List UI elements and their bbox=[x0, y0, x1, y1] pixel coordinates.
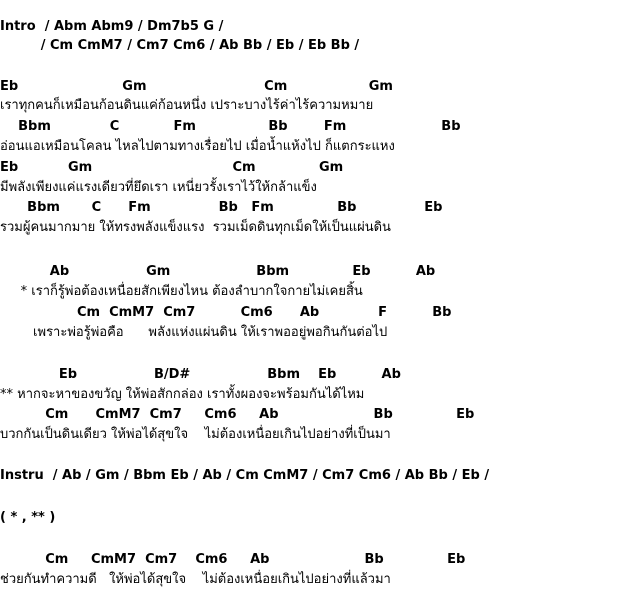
chord-line: Cm CmM7 Cm7 Cm6 Ab Bb Eb bbox=[0, 407, 475, 422]
lyric-line: เราทุกคนก็เหมือนก้อนดินแค่ก้อนหนึ่ง เปราะบางไร้ค่าไร้ความหมาย bbox=[0, 98, 374, 113]
intro-line-continued: / Cm CmM7 / Cm7 Cm6 / Ab Bb / Eb / Eb Bb / bbox=[0, 38, 360, 53]
instru-line: Instru / Ab / Gm / Bbm Eb / Ab / Cm CmM7 / Cm7 Cm6 / Ab Bb / Eb / bbox=[0, 468, 490, 483]
lyric-line: อ่อนแอเหมือนโคลน ไหลไปตามทางเรื่อยไป เมื่อน้ำแห้งไป ก็แตกระแหง bbox=[0, 139, 395, 154]
lyric-line-chorus-a: * เราก็รู้พ่อต้องเหนื่อยสักเพียงไหน ต้องลำบากใจกายไม่เคยสิ้น bbox=[0, 284, 363, 299]
chord-line: Eb Gm Cm Gm bbox=[0, 160, 344, 175]
intro-line: Intro / Abm Abm9 / Dm7b5 G / bbox=[0, 19, 224, 34]
chord-line: Cm CmM7 Cm7 Cm6 Ab Bb Eb bbox=[0, 552, 466, 567]
repeat-marker: ( * , ** ) bbox=[0, 510, 56, 525]
lyric-line: เพราะพ่อรู้พ่อคือ พลังแห่งแผ่นดิน ให้เราพออยู่พอกินกันต่อไป bbox=[0, 325, 388, 340]
lyric-line: ช่วยกันทำความดี ให้พ่อได้สุขใจ ไม่ต้องเหนื่อยเกินไปอย่างที่แล้วมา bbox=[0, 572, 391, 587]
lyric-line: บวกกันเป็นดินเดียว ให้พ่อได้สุขใจ ไม่ต้องเหนื่อยเกินไปอย่างที่เป็นมา bbox=[0, 427, 391, 442]
lyric-line-chorus-b: ** หากจะหาของขวัญ ให้พ่อสักกล่อง เราทั้งผองจะพร้อมกันได้ไหม bbox=[0, 387, 365, 402]
lyric-line: มีพลังเพียงแค่แรงเดียวที่ยึดเรา เหนี่ยวรั้งเราไว้ให้กล้าแข็ง bbox=[0, 180, 317, 195]
chord-line: Eb Gm Cm Gm bbox=[0, 79, 393, 94]
chord-line: Ab Gm Bbm Eb Ab bbox=[0, 264, 436, 279]
chord-line: Bbm C Fm Bb Fm Bb bbox=[0, 119, 461, 134]
lyric-line: รวมผู้คนมากมาย ให้ทรงพลังแข็งแรง รวมเม็ดดินทุกเม็ดให้เป็นแผ่นดิน bbox=[0, 220, 391, 235]
chord-line: Bbm C Fm Bb Fm Bb Eb bbox=[0, 200, 443, 215]
chord-line: Cm CmM7 Cm7 Cm6 Ab F Bb bbox=[0, 305, 452, 320]
chord-line: Eb B/D# Bbm Eb Ab bbox=[0, 367, 401, 382]
